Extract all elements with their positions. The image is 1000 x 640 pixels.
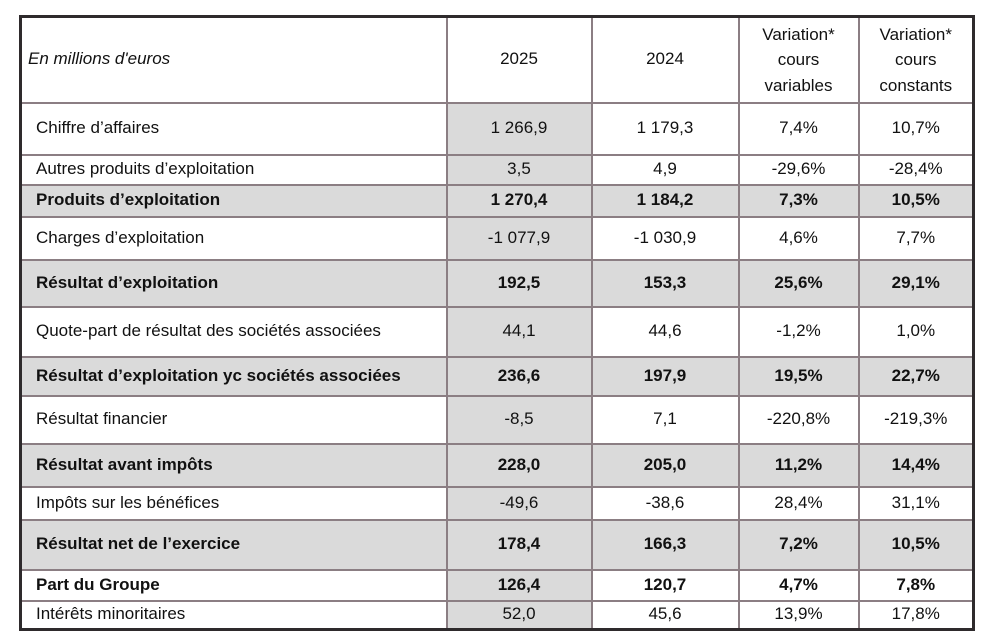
row-label: Résultat d’exploitation yc sociétés associées — [21, 357, 447, 396]
variation-variables: -220,8% — [739, 396, 859, 444]
value-2025: 228,0 — [447, 444, 592, 487]
variation-variables: 7,3% — [739, 185, 859, 217]
variation-variables: 4,7% — [739, 570, 859, 601]
value-2024: 205,0 — [592, 444, 739, 487]
value-2025: 1 266,9 — [447, 103, 592, 155]
value-2025: 3,5 — [447, 155, 592, 185]
row-label: Résultat avant impôts — [21, 444, 447, 487]
value-2025: -49,6 — [447, 487, 592, 520]
row-label: Chiffre d’affaires — [21, 103, 447, 155]
value-2024: 4,9 — [592, 155, 739, 185]
table-row — [21, 217, 974, 260]
value-2025: 126,4 — [447, 570, 592, 601]
variation-variables: 13,9% — [739, 601, 859, 630]
value-2025: 52,0 — [447, 601, 592, 630]
table-row — [21, 601, 974, 630]
row-label: Résultat financier — [21, 396, 447, 444]
table-row — [21, 185, 974, 217]
row-label: Impôts sur les bénéfices — [21, 487, 447, 520]
row-label: Part du Groupe — [21, 570, 447, 601]
variation-constants: -219,3% — [859, 396, 974, 444]
table-row — [21, 396, 974, 444]
row-label: Autres produits d’exploitation — [21, 155, 447, 185]
variation-constants: 10,5% — [859, 520, 974, 570]
variation-constants: 10,5% — [859, 185, 974, 217]
variation-variables: -1,2% — [739, 307, 859, 357]
variation-variables: -29,6% — [739, 155, 859, 185]
header-row — [21, 17, 974, 103]
value-2024: 44,6 — [592, 307, 739, 357]
table-row — [21, 357, 974, 396]
value-2024: -38,6 — [592, 487, 739, 520]
row-label: Quote-part de résultat des sociétés associées — [21, 307, 447, 357]
variation-constants: 10,7% — [859, 103, 974, 155]
variation-constants: 7,8% — [859, 570, 974, 601]
financial-results-table — [19, 15, 975, 631]
table-row — [21, 155, 974, 185]
table-row — [21, 260, 974, 307]
value-2024: 1 184,2 — [592, 185, 739, 217]
table-row — [21, 570, 974, 601]
column-header-variation-cours-variables: Variation* cours variables — [739, 17, 859, 103]
variation-constants: 17,8% — [859, 601, 974, 630]
row-label: Résultat d’exploitation — [21, 260, 447, 307]
table-row — [21, 520, 974, 570]
column-header-2024: 2024 — [592, 17, 739, 103]
value-2025: 178,4 — [447, 520, 592, 570]
value-2024: 166,3 — [592, 520, 739, 570]
variation-variables: 4,6% — [739, 217, 859, 260]
column-header-variation-cours-constants: Variation* cours constants — [859, 17, 974, 103]
unit-label: En millions d'euros — [21, 17, 447, 103]
variation-constants: 29,1% — [859, 260, 974, 307]
row-label: Résultat net de l’exercice — [21, 520, 447, 570]
variation-variables: 25,6% — [739, 260, 859, 307]
value-2024: 45,6 — [592, 601, 739, 630]
table-body — [21, 103, 974, 630]
table-row — [21, 487, 974, 520]
variation-variables: 19,5% — [739, 357, 859, 396]
row-label: Charges d’exploitation — [21, 217, 447, 260]
value-2024: 1 179,3 — [592, 103, 739, 155]
variation-variables: 11,2% — [739, 444, 859, 487]
value-2025: 236,6 — [447, 357, 592, 396]
value-2024: 153,3 — [592, 260, 739, 307]
value-2025: -1 077,9 — [447, 217, 592, 260]
variation-variables: 7,4% — [739, 103, 859, 155]
table-row — [21, 307, 974, 357]
row-label: Produits d’exploitation — [21, 185, 447, 217]
variation-variables: 7,2% — [739, 520, 859, 570]
value-2025: 192,5 — [447, 260, 592, 307]
value-2025: 1 270,4 — [447, 185, 592, 217]
value-2024: 120,7 — [592, 570, 739, 601]
variation-constants: 22,7% — [859, 357, 974, 396]
variation-constants: 1,0% — [859, 307, 974, 357]
variation-constants: -28,4% — [859, 155, 974, 185]
value-2025: 44,1 — [447, 307, 592, 357]
value-2024: -1 030,9 — [592, 217, 739, 260]
value-2024: 197,9 — [592, 357, 739, 396]
variation-constants: 7,7% — [859, 217, 974, 260]
table-row — [21, 444, 974, 487]
value-2024: 7,1 — [592, 396, 739, 444]
value-2025: -8,5 — [447, 396, 592, 444]
table-header — [21, 17, 974, 103]
variation-constants: 14,4% — [859, 444, 974, 487]
table-row — [21, 103, 974, 155]
variation-constants: 31,1% — [859, 487, 974, 520]
column-header-2025: 2025 — [447, 17, 592, 103]
variation-variables: 28,4% — [739, 487, 859, 520]
row-label: Intérêts minoritaires — [21, 601, 447, 630]
